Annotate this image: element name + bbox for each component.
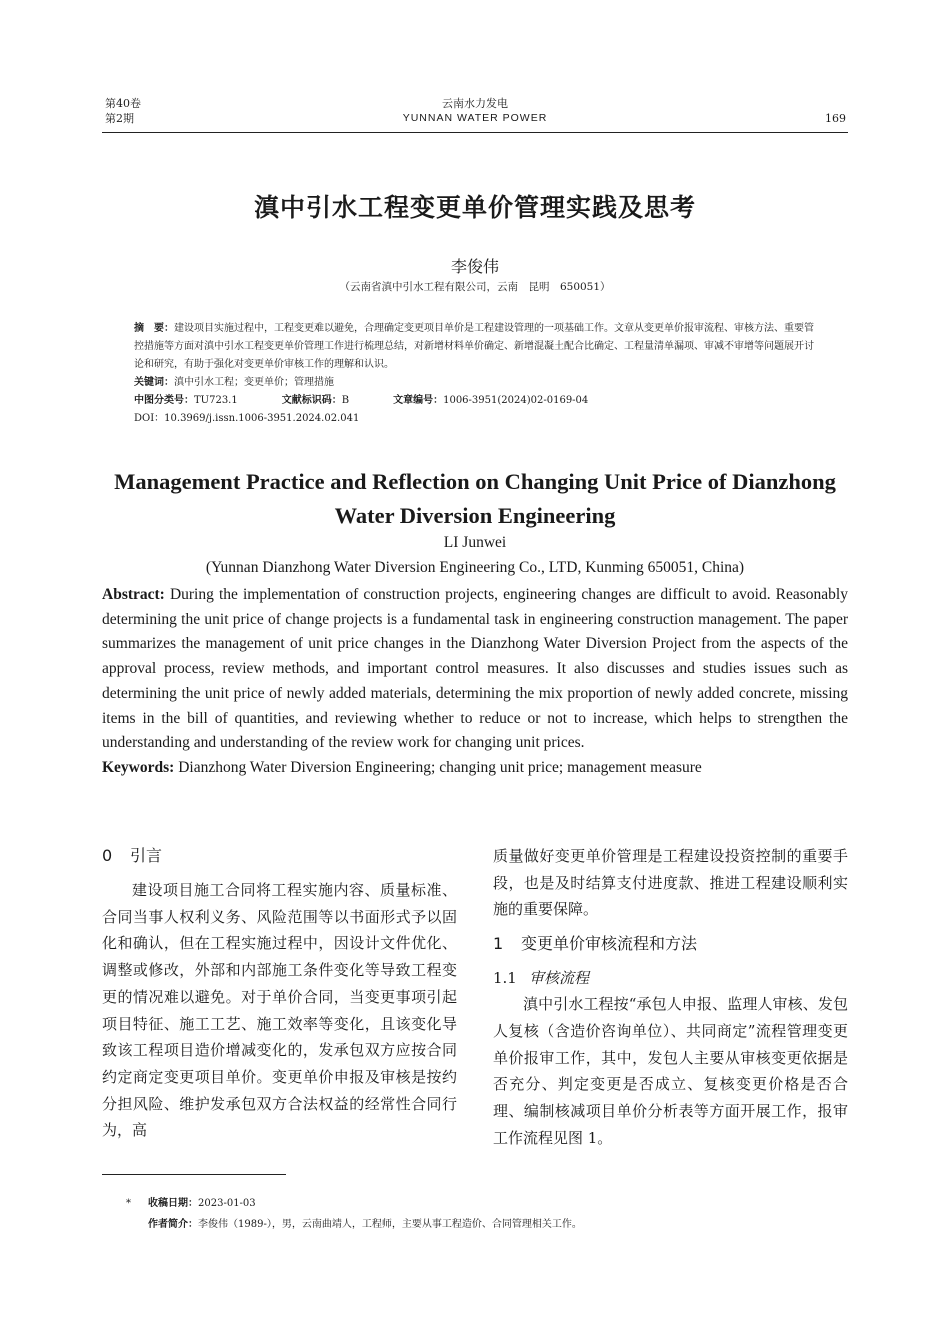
clc-label: 中图分类号：: [134, 395, 194, 406]
doc-code-value: B: [341, 395, 350, 406]
section-1-title: 变更单价审核流程和方法: [521, 934, 698, 954]
section-0-heading: [102, 843, 457, 869]
body-column-right: [493, 843, 848, 1151]
doi: DOI：10.3969/j.issn.1006-3951.2024.02.041: [134, 413, 360, 424]
section-1-1-paragraph: 滇中引水工程按“承包人申报、监理人审核、发包人复核（含造价咨询单位）、共同商定”流程管理变更单价报审工作，其中，发包人主要从审核变更依据是否充分、判定变更是否成立、复核变更价格是否合理、编制核减项目单价分析表等方面开展工作，报审工作流程见图 1。: [493, 995, 848, 1147]
footnote-rule: [102, 1174, 286, 1175]
keywords-cn-label: 关键词：: [134, 377, 174, 388]
received-date: 2023-01-03: [198, 1198, 256, 1209]
title-en: Management Practice and Reflection on Changing Unit Price of Dianzhong Water Diversion Engineering: [114, 469, 836, 528]
journal-name-cn: 云南水力发电: [442, 97, 508, 110]
section-1-1-number: 1.1: [493, 969, 517, 988]
section-1-1-title: 审核流程: [529, 969, 590, 988]
section-1-number: 1: [493, 934, 504, 954]
abstract-cn-body: [134, 320, 816, 374]
classification-row: [134, 392, 816, 410]
received-label: 收稿日期：: [148, 1198, 198, 1209]
bio-text: 李俊伟（1989-），男，云南曲靖人，工程师，主要从事工程造价、合同管理相关工作。: [198, 1219, 582, 1230]
abstract-en-label: Abstract:: [102, 586, 165, 603]
body-column-left: [102, 843, 457, 1144]
running-header: [102, 96, 848, 133]
keywords-en-label: Keywords:: [102, 758, 175, 776]
footnote-received: [126, 1193, 582, 1214]
author-en: LI Junwei: [443, 534, 507, 551]
section-0-paragraph-continued: 质量做好变更单价管理是工程建设投资控制的重要手段，也是及时结算支付进度款、推进工程建设顺利实施的重要保障。: [493, 847, 848, 919]
abstract-cn: [134, 320, 816, 428]
article-no-label: 文章编号：: [393, 395, 444, 406]
section-1-1-heading: [493, 965, 848, 991]
section-1-heading: [493, 931, 848, 957]
author-cn: 李俊伟: [450, 257, 499, 276]
volume: 第40卷: [105, 97, 141, 110]
affiliation-cn: （云南省滇中引水工程有限公司，云南 昆明 650051）: [339, 281, 611, 293]
keywords-cn-text: 滇中引水工程；变更单价；管理措施: [174, 377, 334, 388]
abstract-en-body: [102, 583, 848, 756]
clc-value: TU723.1: [194, 395, 238, 406]
affiliation-en: (Yunnan Dianzhong Water Diversion Engineering Co., LTD, Kunming 650051, China): [205, 559, 745, 576]
doc-code-label: 文献标识码：: [281, 395, 342, 406]
abstract-cn-label: 摘 要：: [134, 323, 174, 334]
section-0-paragraph: 建设项目施工合同将工程实施内容、质量标准、合同当事人权利义务、风险范围等以书面形式予以固化和确认，但在工程实施过程中，因设计文件优化、调整或修改，外部和内部施工条件变化等导致工程变更的情况难以避免。对于单价合同，当变更事项引起项目特征、施工工艺、施工效率等变化，且该变化导致该工程项目造价增减变化的，发承包双方应按合同约定商定变更项目单价。变更单价申报及审核是按约分担风险、维护发承包双方合法权益的经常性合同行为，高: [102, 881, 457, 1140]
keywords-cn: [134, 374, 816, 392]
journal-name-en: YUNNAN WATER POWER: [402, 112, 548, 124]
section-0-title: 引言: [130, 846, 163, 865]
issue: 第2期: [105, 112, 134, 125]
article-no-value: 1006-3951(2024)02-0169-04: [443, 395, 589, 406]
bio-label: 作者简介：: [148, 1219, 198, 1230]
footnote-bio: [126, 1214, 582, 1235]
footnote: [126, 1193, 582, 1235]
abstract-cn-text: 建设项目实施过程中，工程变更难以避免，合理确定变更项目单价是工程建设管理的一项基础工作。文章从变更单价报审流程、审核方法、重要管控措施等方面对滇中引水工程变更单价管理工作进行梳理总结，对新增材料单价确定、新增混凝土配合比确定、工程量清单漏项、审减不审增等问题展开讨论和研究，有助于强化对变更单价审核工作的理解和认识。: [134, 323, 814, 370]
journal-name: [102, 96, 848, 126]
abstract-en-text: During the implementation of construction projects, engineering changes are difficult to avoid. Reasonably determining the unit price of change projects is a fundamental task in engineering construction management. The paper summarizes the management of unit price changes in the Dianzhong Water Diversion Project from the aspects of the approval process, review methods, and important control measures. It also discusses and studies issues such as determining the unit price of newly added materials, determining the mix proportion of newly added concrete, missing items in the bill of quantities, and reviewing whether to reduce or not to increase, which helps to strengthen the understanding and understanding of the review work for changing unit prices.: [102, 586, 848, 752]
abstract-en: [102, 583, 848, 781]
footnote-star: *: [126, 1198, 131, 1209]
page-number: 169: [825, 112, 846, 125]
keywords-en: [102, 756, 848, 781]
section-0-number: 0: [102, 846, 113, 865]
keywords-en-text: Dianzhong Water Diversion Engineering; changing unit price; management measure: [178, 758, 702, 776]
title-cn: 滇中引水工程变更单价管理实践及思考: [253, 193, 696, 222]
